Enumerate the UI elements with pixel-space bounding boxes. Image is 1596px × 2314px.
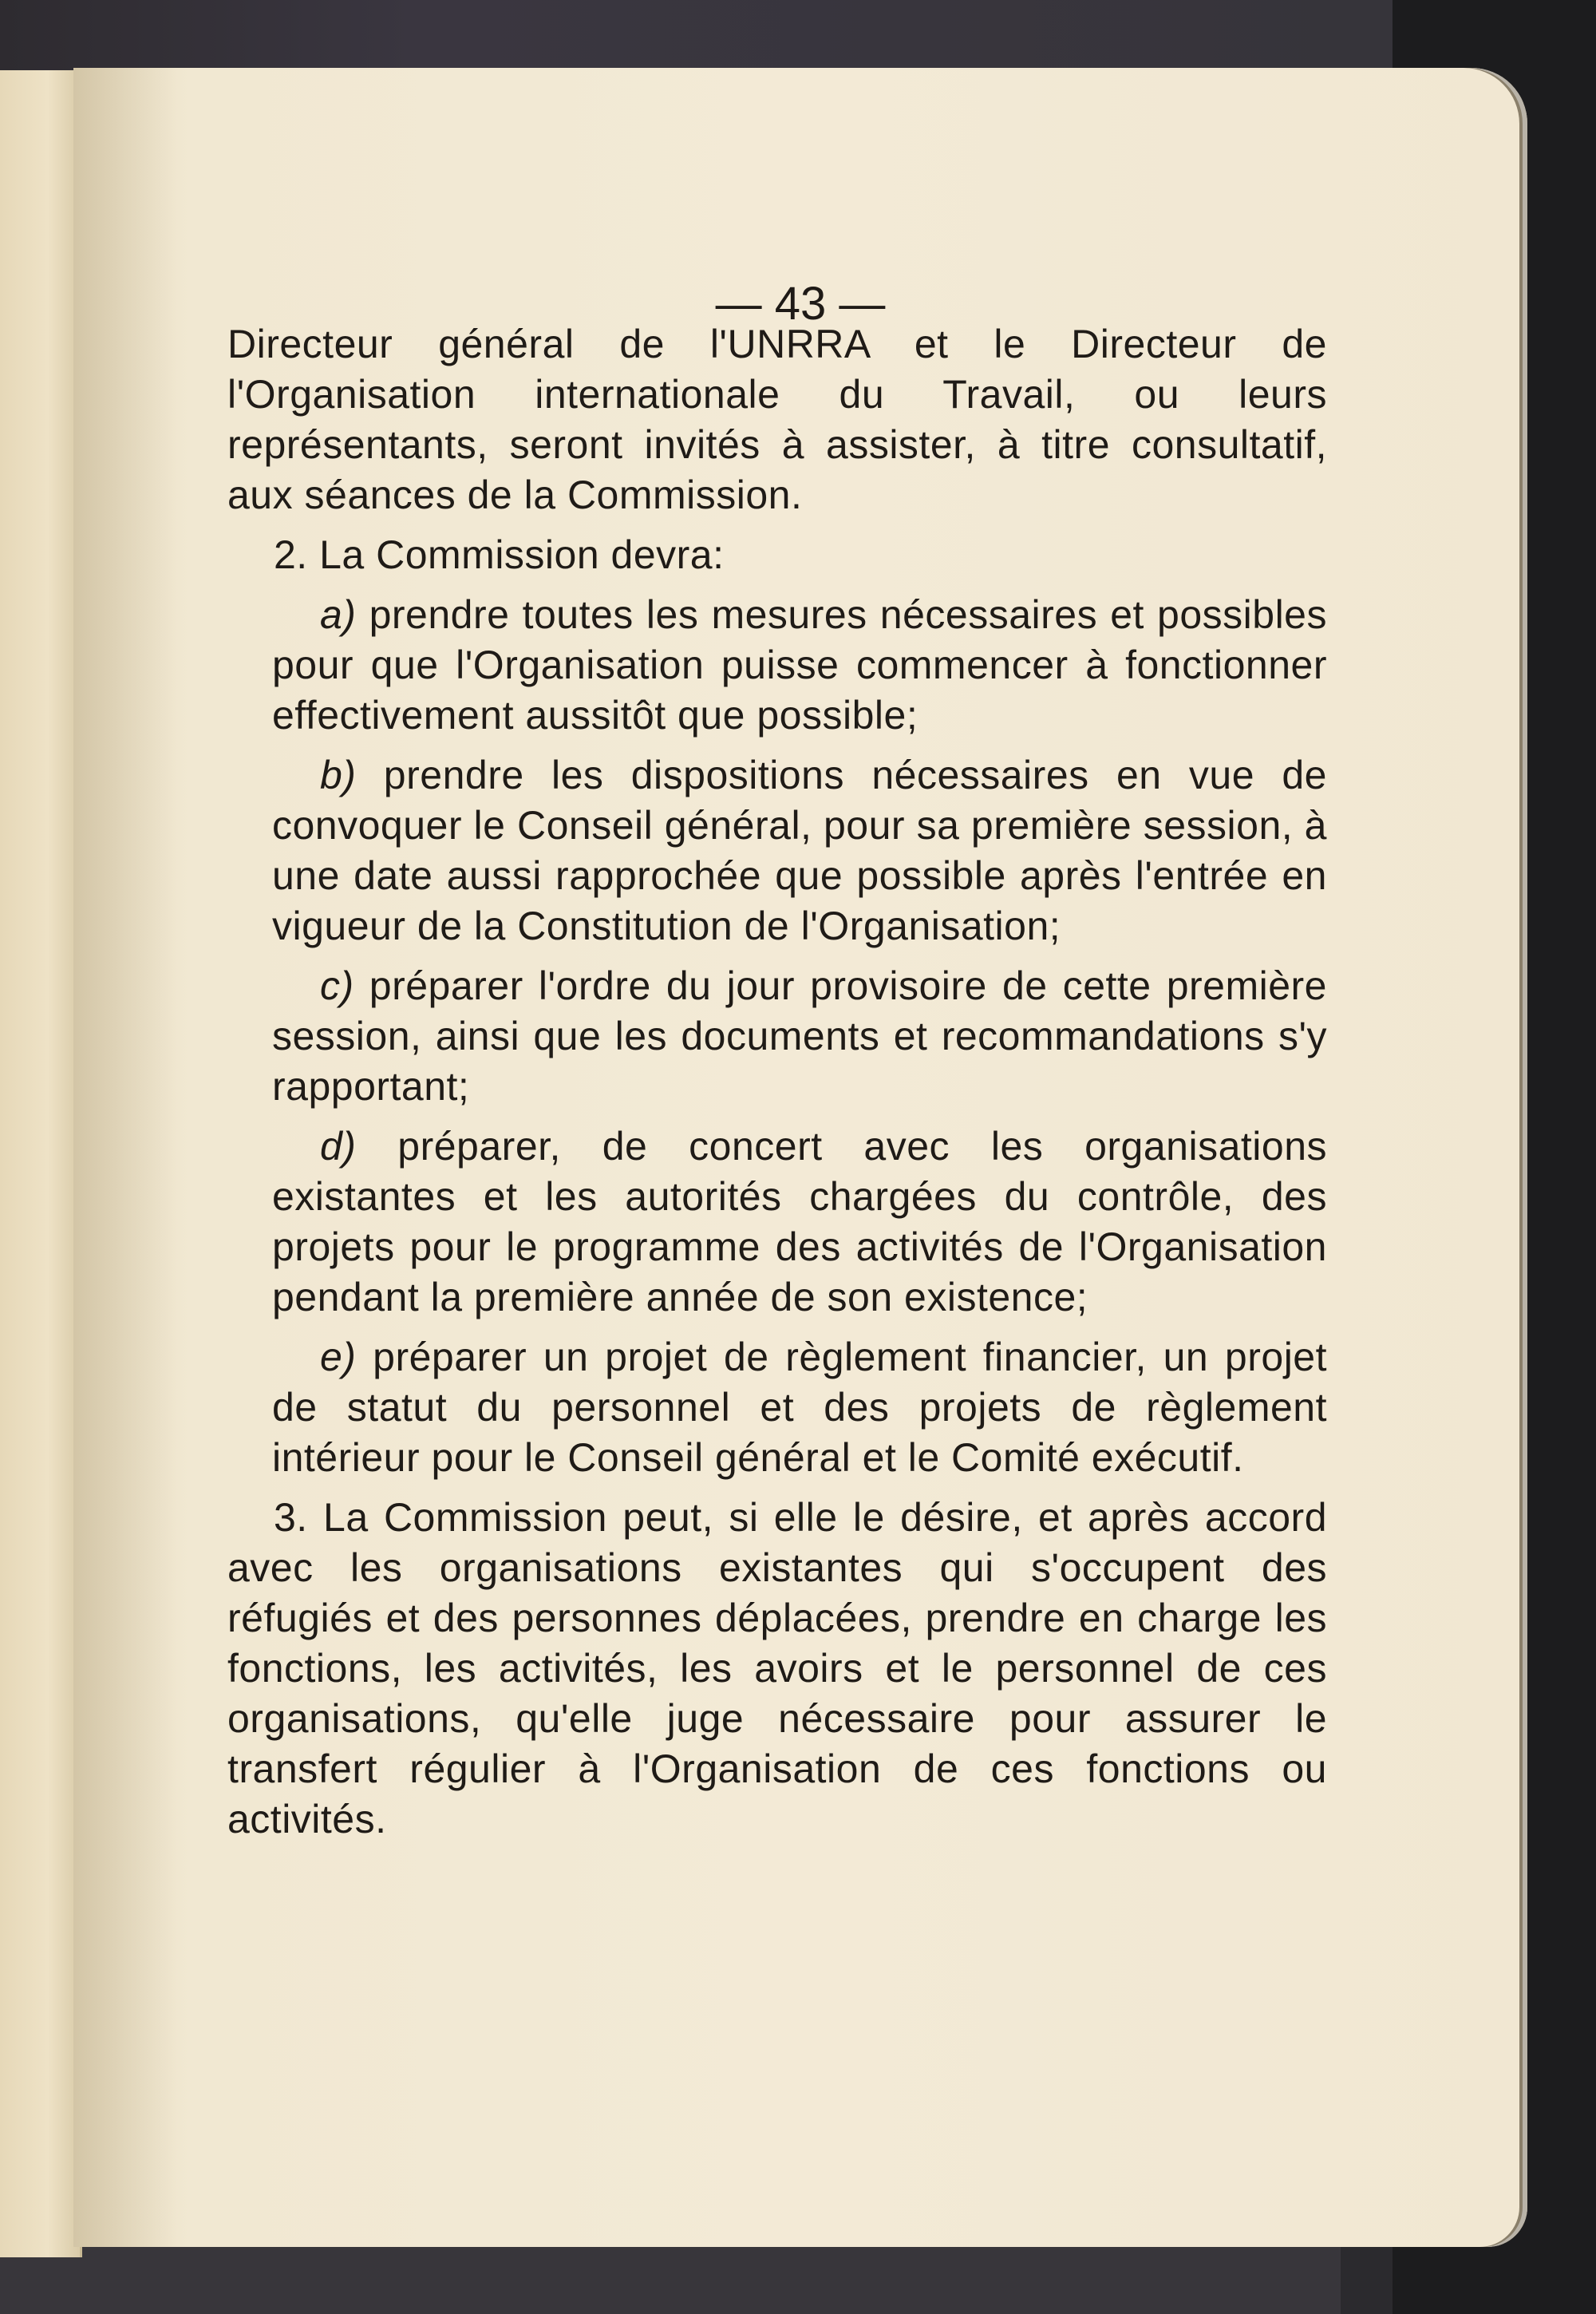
item-text: prendre les dispositions nécessaires en vue de convoquer le Conseil général, pour sa première session, à une date aussi rapprochée que possible après l'entrée en vigueur de la Constitution de l'Organisation;: [272, 753, 1327, 948]
list-item-a: [227, 590, 1327, 741]
item-label: a): [320, 592, 357, 637]
item-text: préparer, de concert avec les organisations existantes et les autorités chargées du contrôle, des projets pour le programme des activités de l'Organisation pendant la première année de son existence;: [272, 1124, 1327, 1319]
list-item-b: [227, 750, 1327, 951]
item-label: c): [320, 963, 354, 1008]
list-item-e: [227, 1332, 1327, 1483]
list-item-c: [227, 961, 1327, 1112]
item-text: prendre toutes les mesures nécessaires et possibles pour que l'Organisation puisse commencer à fonctionner effectivement aussitôt que possible;: [272, 592, 1327, 738]
previous-page-edge: [0, 70, 82, 2257]
item-text: préparer un projet de règlement financier, un projet de statut du personnel et des projets de règlement intérieur pour le Conseil général et le Comité exécutif.: [272, 1335, 1327, 1480]
item-label: e): [320, 1335, 357, 1379]
scan-background-bottom: [0, 2243, 1341, 2314]
list-item-d: [227, 1121, 1327, 1323]
page-number: — 43 —: [715, 278, 886, 330]
paragraph-3: 3. La Commission peut, si elle le désire, et après accord avec les organisations existantes qui s'occupent des réfugiés et des personnes déplacées, prendre en charge les fonctions, les activités, les avoirs et le personnel de ces organisations, qu'elle juge nécessaire pour assurer le transfert régulier à l'Organisation de ces fonctions ou activités.: [227, 1495, 1327, 1841]
scan-background-top: [0, 0, 1393, 76]
paragraph-continuation: Directeur général de l'UNRRA et le Directeur de l'Organisation internationale du Travail, ou leurs représentants, seront invités à assister, à titre consultatif, aux séances de la Commission.: [227, 322, 1327, 517]
paragraph-2-heading: 2. La Commission devra:: [274, 532, 725, 577]
item-label: d): [320, 1124, 357, 1169]
page-body: [227, 319, 1327, 1854]
item-text: préparer l'ordre du jour provisoire de cette première session, ainsi que les documents et recommandations s'y rapportant;: [272, 963, 1327, 1109]
item-label: b): [320, 753, 357, 797]
